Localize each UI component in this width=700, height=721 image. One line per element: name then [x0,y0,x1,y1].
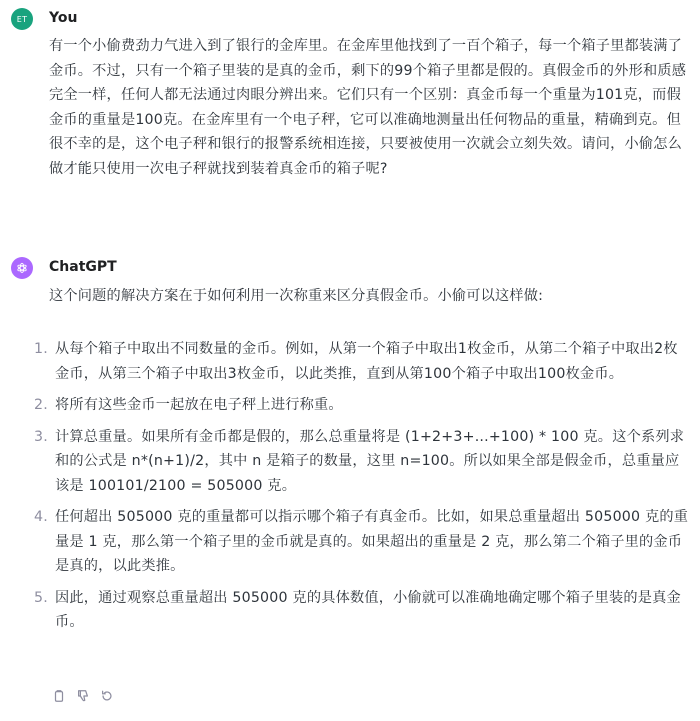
regenerate-icon [100,689,114,703]
step-number: 1. [34,341,48,357]
step-number: 2. [34,397,48,413]
assistant-name: ChatGPT [49,259,117,275]
step-number: 3. [34,428,48,445]
copy-icon [52,689,66,703]
copy-button[interactable] [52,689,66,703]
list-item [0,337,691,386]
assistant-intro: 这个问题的解决方案在于如何利用一次称重来区分真假金币。小偷可以这样做: [49,288,544,304]
solution-steps [0,337,700,642]
user-message-text: 有一个小偷费劲力气进入到了银行的金库里。在金库里他找到了一百个箱子，每一个箱子里都装满了金币。不过，只有一个箱子里装的是真的金币，剩下的99个箱子里都是假的。真假金币的外形和质感完全一样，任何人都无法通过肉眼分辨出来。它们只有一个区别：真金币每一个重量为101克，而假金币的重量是100克。在金库里有一个电子秤，它可以准确地测量出任何物品的重量，精确到克。但很不幸的是，这个电子秤和银行的报警系统相连接，只要被使用一次就会立刻失效。请问，小偷怎么做才能只使用一次电子秤就找到装着真金币的箱子呢? [49,38,687,177]
step-text: 任何超出 505000 克的重量都可以指示哪个箱子有真金币。比如，如果总重量超出 505000 克的重量是 1 克，那么第一个箱子里的金币就是真的。如果超出的重量是 2 克，那么第二个箱子里的金币是真的，以此类推。 [55,509,689,574]
list-item [0,505,691,579]
list-item [0,425,691,499]
step-text: 因此，通过观察总重量超出 505000 克的具体数值，小偷就可以准确地确定哪个箱子里装的是真金币。 [55,589,681,630]
list-item [0,586,691,635]
openai-logo-icon [15,261,29,275]
user-avatar-initials: ET [16,14,28,24]
regenerate-button[interactable] [100,689,114,703]
thumbs-down-icon [76,689,90,703]
step-number: 4. [34,509,48,525]
list-item [0,393,691,418]
step-text: 将所有这些金币一起放在电子秤上进行称重。 [55,397,343,413]
step-text: 计算总重量。如果所有金币都是假的，那么总重量将是 (1+2+3+...+100) * 100 克。这个系列求和的公式是 n*(n+1)/2，其中 n 是箱子的数量，这里 n=100。所以如果全部是假金币，总重量应该是 100101/2100 = 505000 克。 [55,428,685,494]
message-actions [52,689,114,703]
user-name: You [49,10,78,26]
thumbs-down-button[interactable] [76,689,90,703]
step-number: 5. [34,589,48,606]
assistant-avatar [11,257,33,279]
step-text: 从每个箱子中取出不同数量的金币。例如，从第一个箱子中取出1枚金币，从第二个箱子中取出2枚金币，从第三个箱子中取出3枚金币，以此类推，直到从第100个箱子中取出100枚金币。 [55,341,678,382]
user-avatar [11,8,33,30]
